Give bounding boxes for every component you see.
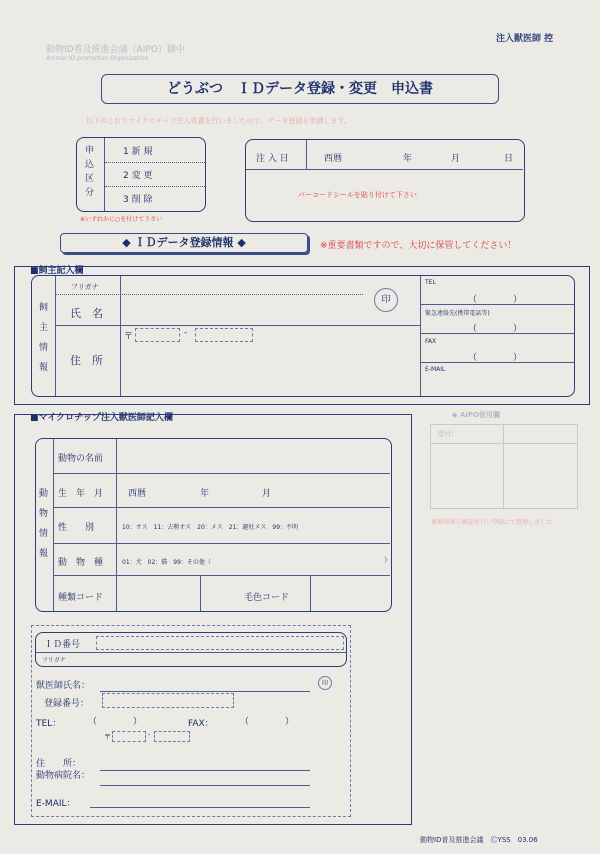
injection-date-label: 注 入 日 [256, 154, 289, 164]
owner-furigana-label: フリガナ [71, 283, 99, 291]
owner-postal-field-2[interactable] [195, 328, 253, 342]
owner-tel-label: TEL [425, 279, 436, 286]
birth-label: 生 年 月 [58, 489, 104, 499]
owner-tel-field[interactable]: （ ） [468, 295, 523, 305]
vet-postal-field-2[interactable] [154, 731, 190, 742]
id-data-banner [60, 233, 308, 253]
owner-address-label: 住 所 [70, 354, 103, 367]
copy-label: 注入獣医師 控 [496, 34, 554, 44]
owner-side-label: 飼主情報 [39, 303, 49, 373]
injection-date-box [245, 139, 525, 222]
owner-address-field[interactable] [122, 346, 418, 392]
owner-postal-mark: 〒 [124, 332, 134, 342]
issuer-addressee-en: Animal ID promotion Organization [46, 55, 149, 62]
birth-era: 西暦 [128, 489, 147, 499]
application-type-label: 申込区分 [85, 146, 95, 198]
owner-name-label: 氏 名 [70, 307, 103, 320]
owner-seal-circle: 印 [374, 288, 398, 312]
important-note: ※重要書類ですので、大切に保管してください！ [320, 241, 517, 251]
banner-text: ◆ ＩＤデータ登録情報 ◆ [122, 236, 246, 249]
vet-email-label: E-MAIL： [36, 799, 76, 809]
owner-postal-field-1[interactable] [135, 328, 180, 342]
owner-furigana-field[interactable] [120, 279, 350, 293]
owner-emergency-label: 緊急連絡先(携帯電話等) [425, 310, 490, 317]
animal-info-box: 動物情報 動物の名前 生 年 月 西暦 年 月 性 別 10：オス 11：去勢オス 20：メス 21：避妊メス 99：不明 動 物 種 01：犬 02：猫 99：その他（ ） 種類コード 毛色コード [35, 438, 392, 612]
vet-address-label: 住 所： [36, 759, 82, 769]
id-number-box [35, 632, 347, 667]
birth-month: 月 [262, 489, 272, 499]
vet-postal-mark: 〒 [104, 733, 111, 741]
id-number-field[interactable] [96, 636, 344, 650]
id-number-label: ＩＤ番号 [44, 640, 81, 650]
aipo-received: 受付！ [437, 430, 458, 438]
color-code-field[interactable] [312, 579, 388, 607]
reg-number-label: 登録番号： [44, 699, 90, 709]
application-type-box [76, 137, 206, 212]
animal-name-label: 動物の名前 [58, 454, 104, 464]
vet-email-field[interactable] [90, 792, 310, 807]
date-month: 月 [451, 154, 461, 164]
vet-heading: ■マイクロチップ注入獣医師記入欄 [30, 413, 173, 423]
owner-fax-field[interactable]: （ ） [468, 353, 523, 363]
birth-year: 年 [200, 489, 210, 499]
sex-options[interactable]: 10：オス 11：去勢オス 20：メス 21：避妊メス 99：不明 [122, 524, 299, 531]
option-delete[interactable]: 3 削 除 [123, 195, 153, 205]
vet-name-field[interactable] [100, 674, 305, 690]
hospital-label: 動物病院名： [36, 771, 91, 781]
vet-postal-field-1[interactable] [112, 731, 146, 742]
intro-text: 以下のとおりマイクロチップ注入処置を行いましたので、データ登録を申請します。 [86, 117, 351, 125]
date-era: 西暦 [324, 154, 343, 164]
barcode-note: バーコードシールを貼り付けて下さい [298, 191, 417, 199]
option-change[interactable]: 2 変 更 [123, 171, 153, 181]
vet-name-label: 獣医師氏名： [36, 681, 91, 691]
vet-tel-label: TEL： [36, 719, 62, 729]
owner-heading: ■飼主記入欄 [30, 266, 84, 276]
owner-fax-label: FAX [425, 338, 437, 345]
owner-emergency-field[interactable]: （ ） [468, 324, 523, 334]
owner-email-field[interactable] [424, 376, 572, 392]
aipo-title: ◆ AIPO使用欄 [452, 411, 500, 419]
application-type-note: ※いずれかに○を付けて下さい [80, 216, 163, 223]
vet-fax-label: FAX： [188, 719, 214, 729]
option-new[interactable]: 1 新 規 [123, 147, 153, 157]
footer-text: 動物ID普及推進会議 ⒸYSS 03.06 [420, 836, 538, 844]
color-code-label: 毛色コード [244, 593, 290, 603]
vet-address-field[interactable] [100, 752, 310, 784]
owner-name-field[interactable] [120, 296, 350, 324]
date-year: 年 [403, 154, 413, 164]
owner-box: 飼主情報 フリガナ 氏 名 印 住 所 〒 - TEL （ ） 緊急連絡先(携帯電話等) （ ） FAX （ ） E-MAIL [31, 275, 575, 397]
vet-seal-circle: 印 [318, 676, 332, 690]
owner-email-label: E-MAIL [425, 366, 446, 373]
animal-name-field[interactable] [118, 442, 388, 470]
vet-fax-field[interactable]: （ ） [240, 717, 295, 727]
issuer-addressee: 動物ID普及推進会議（AIPO）御中 [46, 45, 185, 55]
reg-number-field[interactable] [102, 693, 234, 708]
title-box [101, 74, 499, 104]
aipo-box [430, 424, 578, 509]
vet-furigana-label: フリガナ [42, 657, 66, 664]
aipo-note: 解析結果に確認を行い登録にて処理しました [432, 519, 553, 526]
animal-side-label: 動物情報 [39, 489, 49, 559]
species-label: 動 物 種 [58, 558, 104, 568]
sex-label: 性 別 [58, 523, 95, 533]
date-day: 日 [504, 154, 514, 164]
page-title: どうぶつ ＩＤデータ登録・変更 申込書 [167, 81, 433, 97]
vet-tel-field[interactable]: （ ） [88, 717, 143, 727]
species-options[interactable]: 01：犬 02：猫 99：その他（ [122, 559, 211, 566]
breed-code-label: 種類コード [58, 593, 104, 603]
breed-code-field[interactable] [118, 579, 198, 607]
